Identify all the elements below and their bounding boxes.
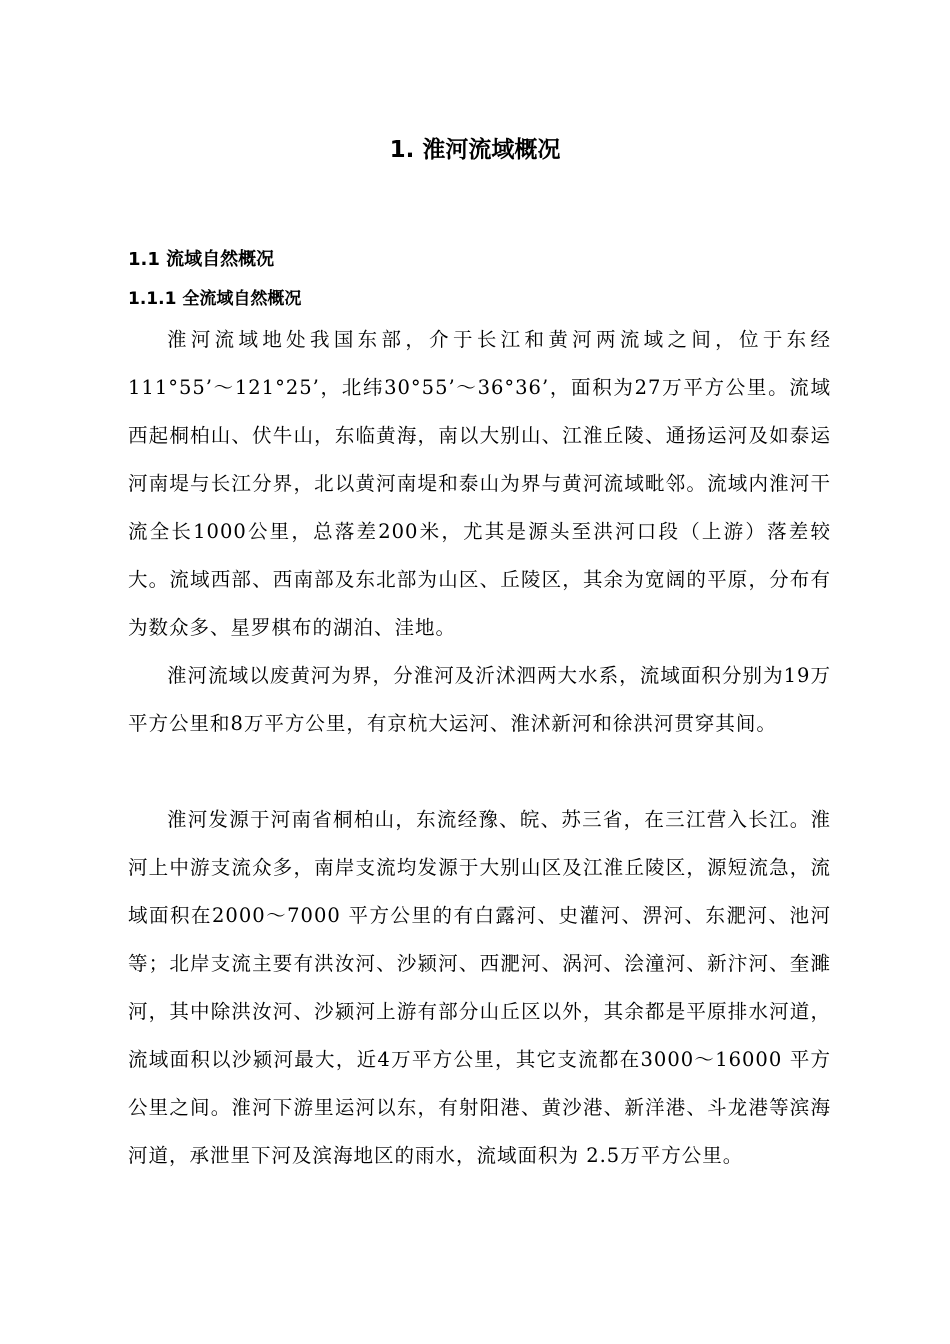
paragraph-text: 淮河发源于河南省桐柏山，东流经豫、皖、苏三省，在三江营入长江。淮河上中游支流众多，南岸支流均发源于大别山区及江淮丘陵区，源短流急，流域面积在2000～7000 平方公里的有白露河、史灌河、淠河、东淝河、池河等；北岸支流主要有洪汝河、沙颍河、西淝河、涡河、浍潼河、新汴河、奎濉河，其中除洪汝河、沙颍河上游有部分山丘区以外，其余都是平原排水河道，流域面积以沙颍河最大，近4万平方公里，其它支流都在3000～16000 平方公里之间。淮河下游里运河以东，有射阳港、黄沙港、新洋港、斗龙港等滨海河道，承泄里下河及滨海地区的雨水，流域面积为 2.5万平方公里。 bbox=[128, 808, 831, 1167]
section-heading: 1.1 流域自然概况 bbox=[128, 249, 275, 270]
paragraph-1 bbox=[128, 316, 831, 652]
subsection-heading: 1.1.1 全流域自然概况 bbox=[128, 289, 302, 309]
paragraph-text: 淮河流域以废黄河为界，分淮河及沂沭泗两大水系，流域面积分别为19万平方公里和8万平方公里，有京杭大运河、淮沭新河和徐洪河贯穿其间。 bbox=[128, 664, 831, 735]
paragraph-2 bbox=[128, 652, 831, 748]
paragraph-3 bbox=[128, 796, 831, 1180]
chapter-title: 1. 淮河流域概况 bbox=[389, 137, 561, 163]
paragraph-text: 淮河流域地处我国东部，介于长江和黄河两流域之间，位于东经111°55’～121°25’，北纬30°55’～36°36’，面积为27万平方公里。流域西起桐柏山、伏牛山，东临黄海，南以大别山、江淮丘陵、通扬运河及如泰运河南堤与长江分界，北以黄河南堤和泰山为界与黄河流域毗邻。流域内淮河干流全长1000公里，总落差200米，尤其是源头至洪河口段（上游）落差较大。流域西部、西南部及东北部为山区、丘陵区，其余为宽阔的平原，分布有为数众多、星罗棋布的湖泊、洼地。 bbox=[128, 328, 831, 639]
